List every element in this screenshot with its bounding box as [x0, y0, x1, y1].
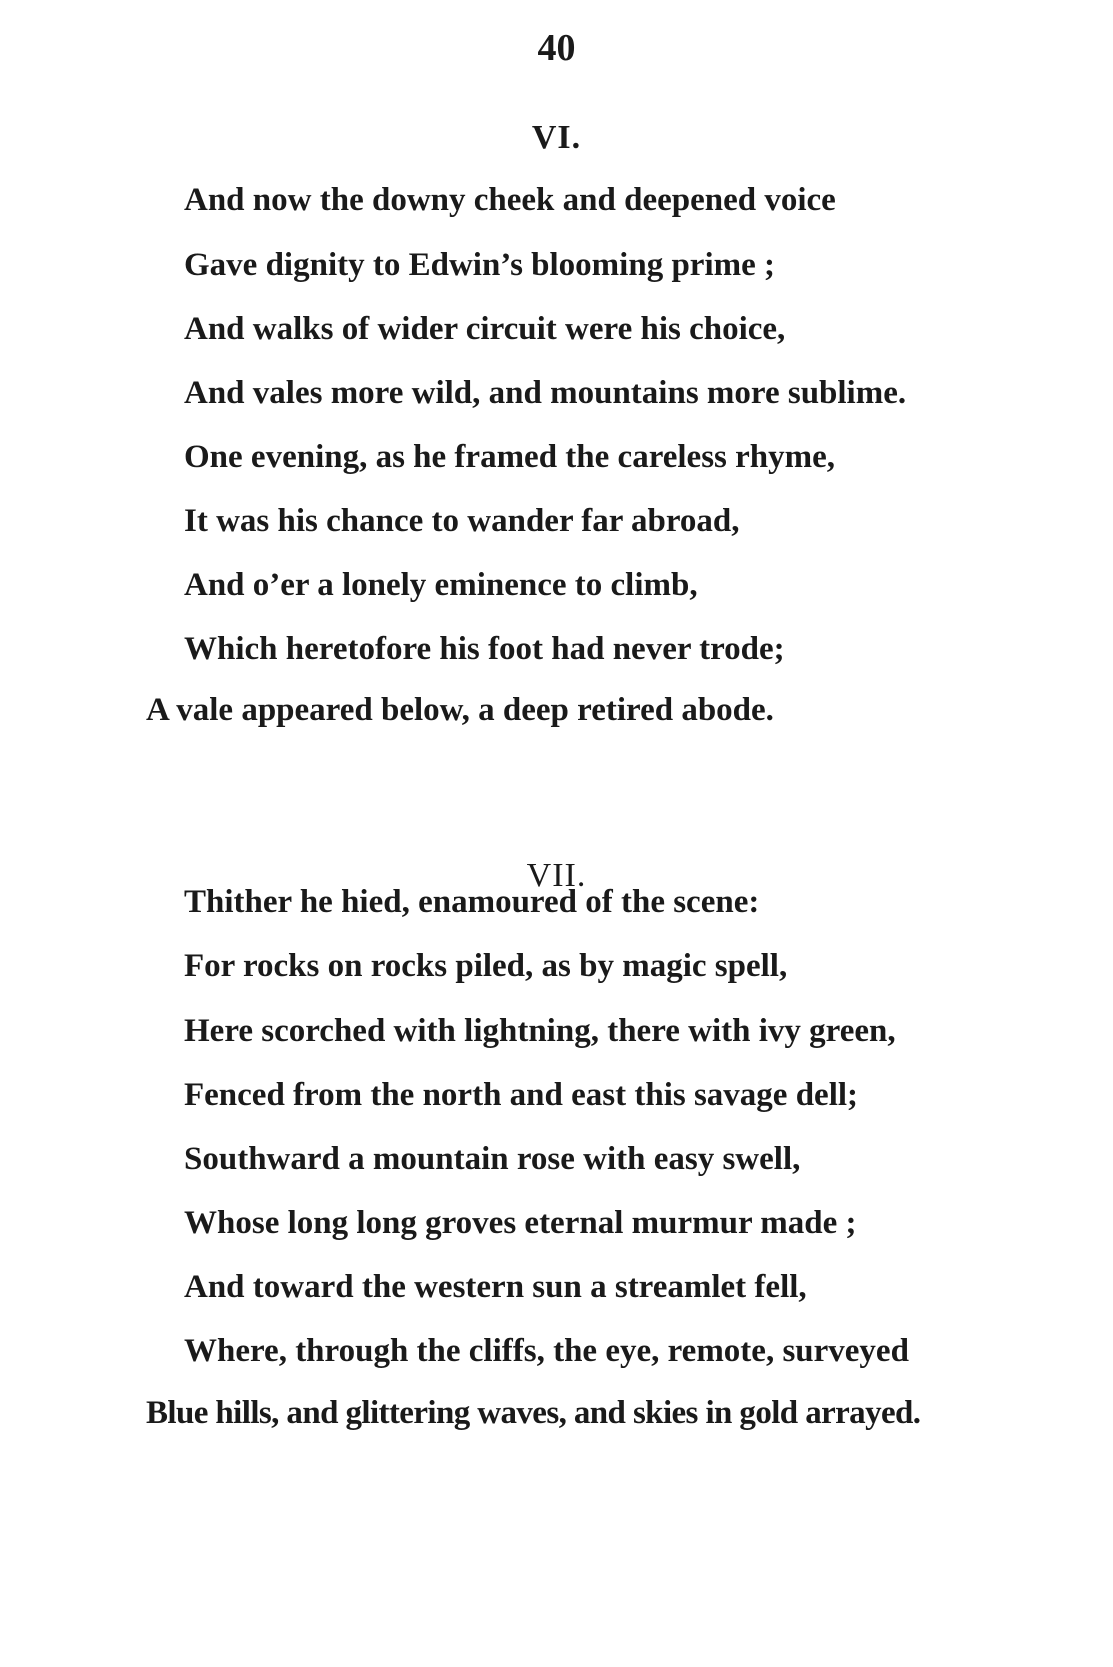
verse-line: Where, through the cliffs, the eye, remote, surveyed — [184, 1333, 909, 1369]
verse-line: Fenced from the north and east this savage dell; — [184, 1077, 859, 1113]
verse-line: It was his chance to wander far abroad, — [184, 503, 740, 539]
verse-line: Gave dignity to Edwin’s blooming prime ; — [184, 247, 775, 283]
verse-line-alexandrine: A vale appeared below, a deep retired abode. — [146, 692, 774, 728]
verse-line-alexandrine: Blue hills, and glittering waves, and skies in gold arrayed. — [146, 1395, 921, 1431]
verse-line: Which heretofore his foot had never trode; — [184, 631, 785, 667]
verse-line: Thither he hied, enamoured of the scene: — [184, 884, 760, 920]
page-number: 40 — [537, 27, 576, 69]
verse-line: And walks of wider circuit were his choice, — [184, 311, 786, 347]
verse-line: And vales more wild, and mountains more sublime. — [184, 375, 907, 411]
verse-line: Here scorched with lightning, there with ivy green, — [184, 1013, 896, 1049]
verse-line: Southward a mountain rose with easy swell, — [184, 1141, 801, 1177]
verse-line: And toward the western sun a streamlet fell, — [184, 1269, 807, 1305]
verse-line: For rocks on rocks piled, as by magic spell, — [184, 948, 788, 984]
verse-line: One evening, as he framed the careless rhyme, — [184, 439, 836, 475]
stanza-numeral-vii: VII. — [526, 857, 587, 894]
verse-line: And now the downy cheek and deepened voice — [184, 182, 836, 218]
verse-line: And o’er a lonely eminence to climb, — [184, 567, 698, 603]
stanza-numeral-vi: VI. — [531, 119, 582, 156]
verse-line: Whose long long groves eternal murmur made ; — [184, 1205, 857, 1241]
